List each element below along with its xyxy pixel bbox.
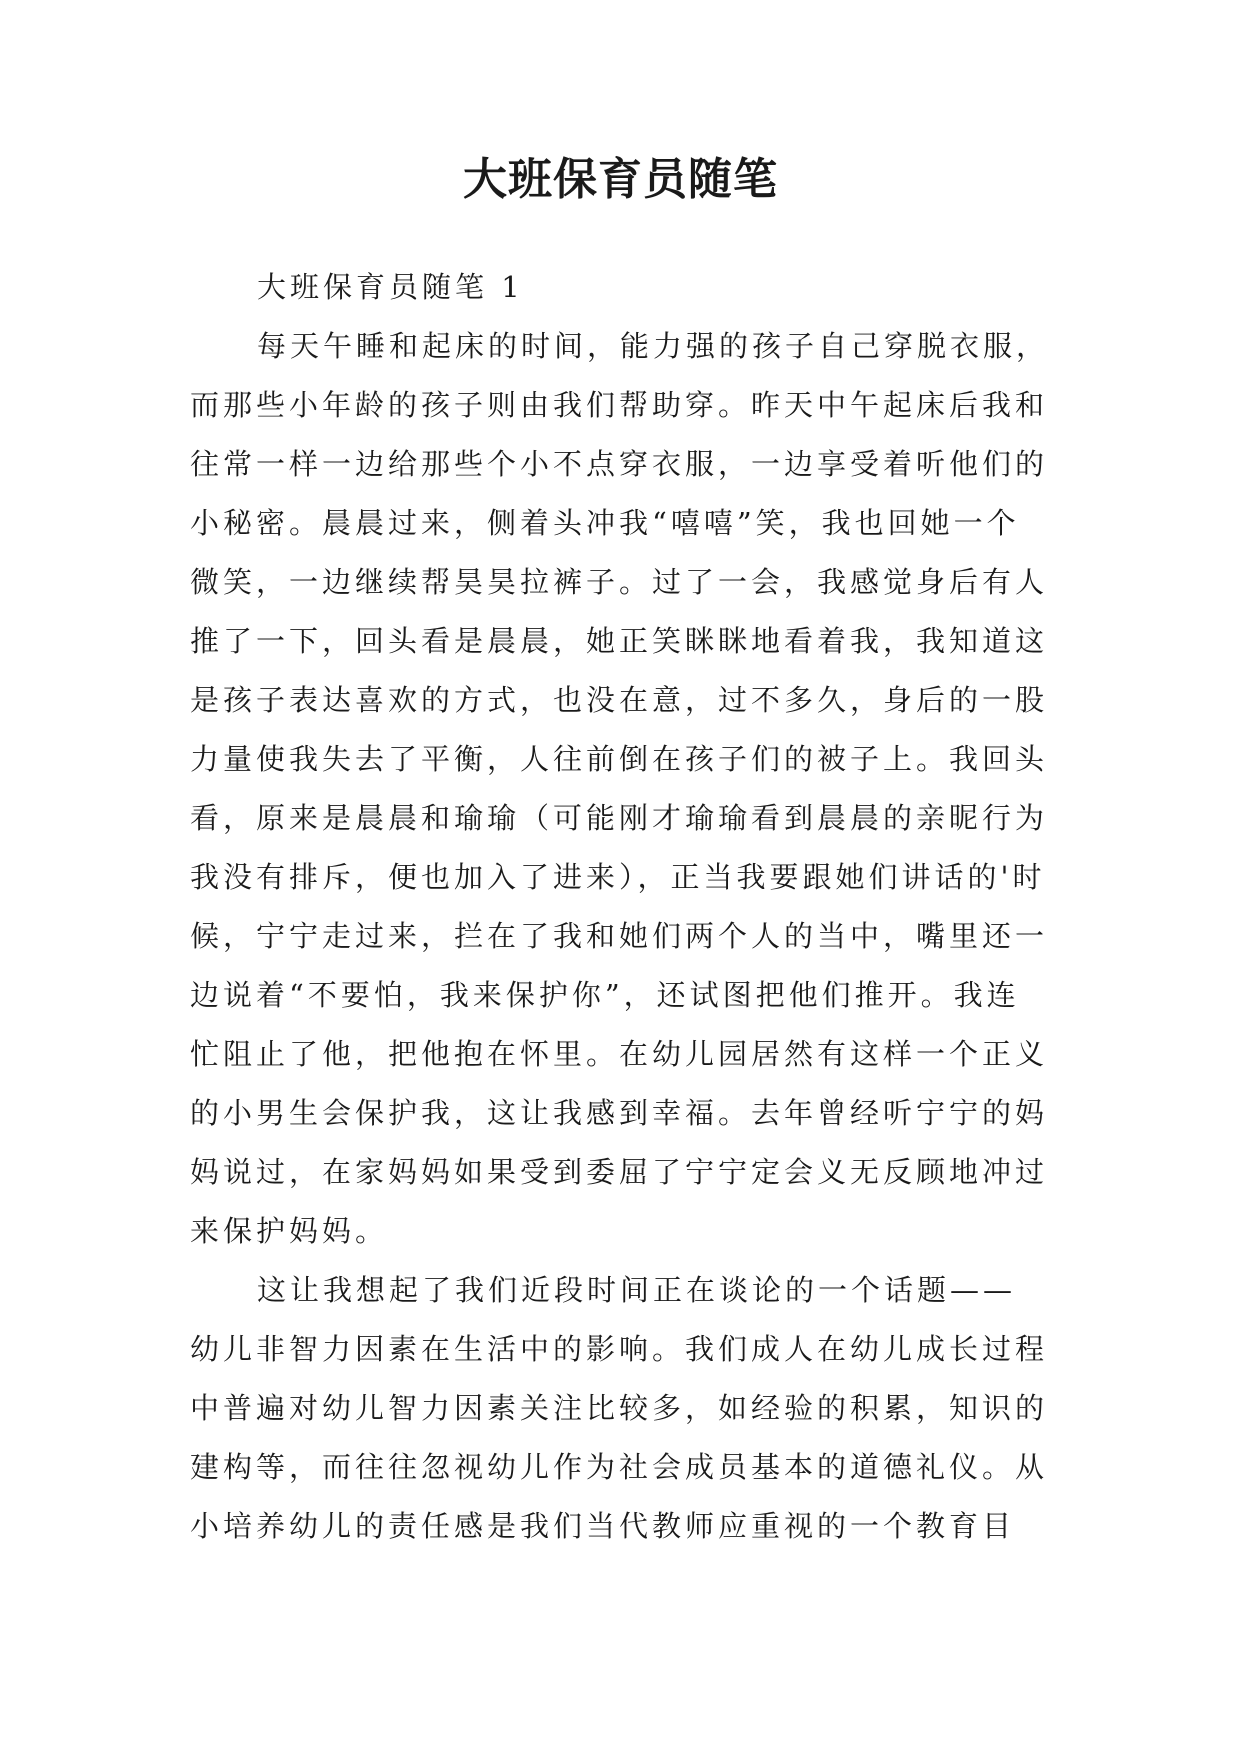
text-line: 推了一下，回头看是晨晨，她正笑眯眯地看着我，我知道这 [190,624,1049,658]
text-line: 小秘密。晨晨过来，侧着头冲我“嘻嘻”笑，我也回她一个 [190,506,1020,540]
text-line: 妈说过，在家妈妈如果受到委屈了宁宁定会义无反顾地冲过 [190,1155,1049,1189]
text-line: 每天午睡和起床的时间，能力强的孩子自己穿脱衣服， [257,329,1050,363]
text-line: 幼儿非智力因素在生活中的影响。我们成人在幼儿成长过程 [190,1332,1049,1366]
text-line: 忙阻止了他，把他抱在怀里。在幼儿园居然有这样一个正义 [190,1037,1049,1071]
text-line: 来保护妈妈。 [190,1214,389,1248]
text-line: 中普遍对幼儿智力因素关注比较多，如经验的积累，知识的 [190,1391,1049,1425]
document-title: 大班保育员随笔 [463,154,778,205]
text-line: 小培养幼儿的责任感是我们当代教师应重视的一个教育目 [190,1509,1016,1543]
text-line: 力量使我失去了平衡，人往前倒在孩子们的被子上。我回头 [190,742,1049,776]
text-line: 我没有排斥，便也加入了进来），正当我要跟她们讲话的'时 [190,860,1046,894]
text-line: 微笑，一边继续帮昊昊拉裤子。过了一会，我感觉身后有人 [190,565,1049,599]
text-line: 大班保育员随笔 1 [257,270,524,304]
text-line: 而那些小年龄的孩子则由我们帮助穿。昨天中午起床后我和 [190,388,1049,422]
text-line: 看，原来是晨晨和瑜瑜（可能刚才瑜瑜看到晨晨的亲昵行为 [190,801,1049,835]
text-line: 的小男生会保护我，这让我感到幸福。去年曾经听宁宁的妈 [190,1096,1049,1130]
text-line: 这让我想起了我们近段时间正在谈论的一个话题—— [257,1273,1017,1307]
text-line: 边说着“不要怕，我来保护你”，还试图把他们推开。我连 [190,978,1020,1012]
text-line: 是孩子表达喜欢的方式，也没在意，过不多久，身后的一股 [190,683,1049,717]
document-body [190,258,1070,1556]
text-line: 建构等，而往往忽视幼儿作为社会成员基本的道德礼仪。从 [190,1450,1049,1484]
text-line: 候，宁宁走过来，拦在了我和她们两个人的当中，嘴里还一 [190,919,1049,953]
text-line: 往常一样一边给那些个小不点穿衣服，一边享受着听他们的 [190,447,1049,481]
